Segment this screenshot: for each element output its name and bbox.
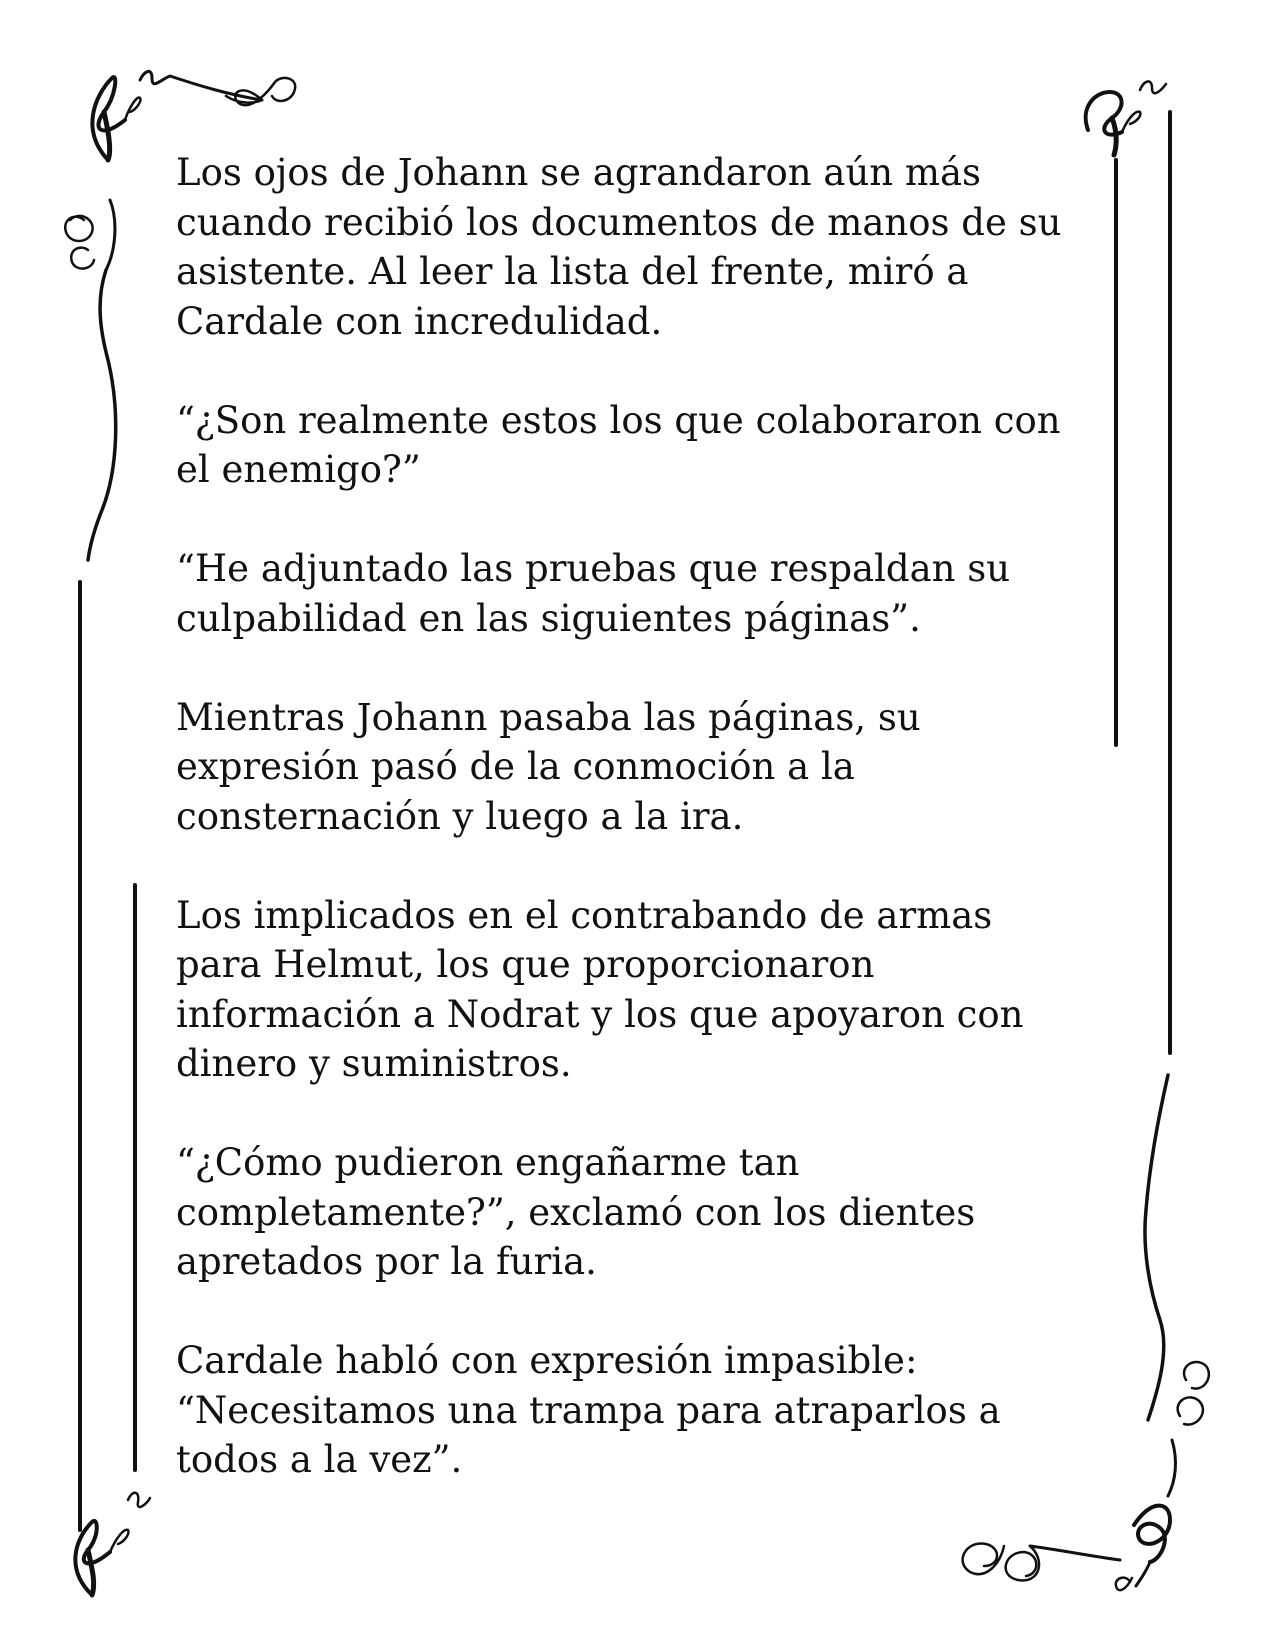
- paragraph: Los implicados en el contrabando de armas para Helmut, los que proporcionaron información a Nodrat y los que apoyaron con dinero y suministros.: [176, 893, 1024, 1085]
- paragraph: Los ojos de Johann se agrandaron aún más cuando recibió los documentos de manos de su asistente. Al leer la lista del frente, miró a Cardale con incredulidad.: [176, 151, 1062, 343]
- paragraph: “He adjuntado las pruebas que respaldan su culpabilidad en las siguientes páginas”.: [176, 547, 1011, 640]
- paragraph: Mientras Johann pasaba las páginas, su expresión pasó de la conmoción a la consternación y luego a la ira.: [176, 695, 921, 838]
- paragraph: “¿Cómo pudieron engañarme tan completamente?”, exclamó con los dientes apretados por la furia.: [176, 1141, 976, 1283]
- bottom-left-flourish-icon: [75, 1493, 150, 1595]
- paragraph: Cardale habló con expresión impasible: “Necesitamos una trampa para atraparlos a todos a la vez”.: [176, 1339, 1001, 1481]
- top-right-flourish-icon: [1086, 81, 1166, 155]
- body-text: [176, 148, 1076, 1485]
- paragraph: “¿Son realmente estos los que colaboraron con el enemigo?”: [176, 398, 1061, 491]
